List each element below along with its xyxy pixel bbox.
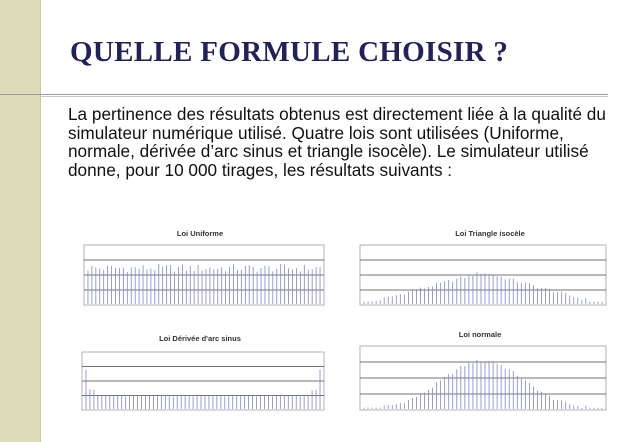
chart-normal [352, 326, 612, 412]
chart-title: Loi Uniforme [176, 229, 224, 238]
title-divider [0, 94, 608, 95]
chart-arcsine [70, 328, 330, 412]
title-divider-secondary [40, 96, 608, 97]
chart-title: Loi Dérivée d'arc sinus [159, 334, 241, 343]
slide-body-text: La pertinence des résultats obtenus est directement liée à la qualité du simulateur numérique utilisé. Quatre lois sont utilisées (Uniforme, normale, dérivée d’arc sinus et triangle isocèle). Le simulateur utilisé donne, pour 10 000 tirages, les résultats suivants : [68, 104, 606, 180]
chart-title: Loi Triangle isocèle [455, 229, 525, 238]
chart-title: Loi normale [458, 330, 502, 339]
chart-triangle [352, 225, 612, 307]
chart-uniform [70, 225, 330, 307]
slide-sidebar-edge [40, 0, 41, 442]
slide-title: QUELLE FORMULE CHOISIR ? [70, 36, 509, 68]
slide-sidebar [0, 0, 40, 442]
